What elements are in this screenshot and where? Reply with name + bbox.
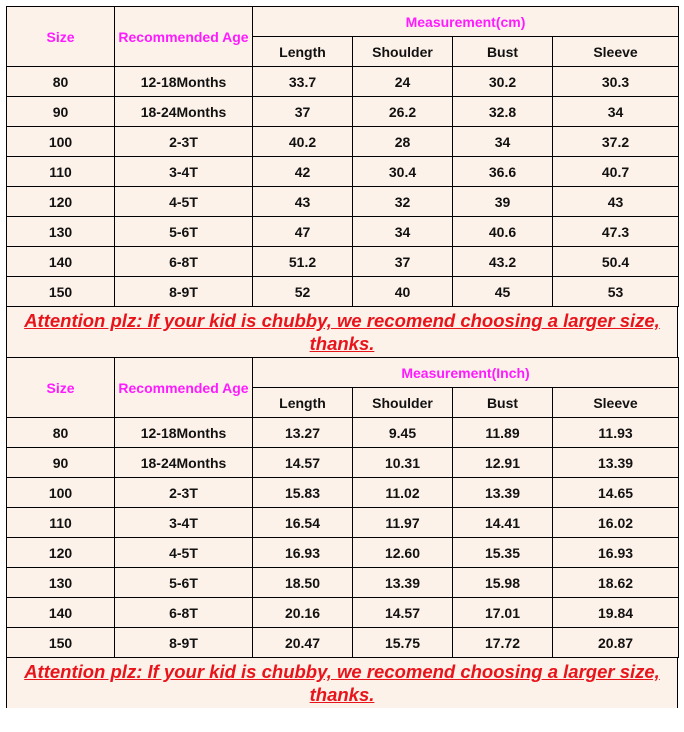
table-header-row [7,7,679,37]
sleeve-cell: 13.39 [553,448,679,478]
sleeve-cell: 11.93 [553,418,679,448]
table-row [7,598,679,628]
bust-cell: 11.89 [453,418,553,448]
size-cell: 130 [7,217,115,247]
shoulder-cell: 28 [353,127,453,157]
age-cell: 18-24Months [115,97,253,127]
bust-header: Bust [453,37,553,67]
bust-cell: 17.72 [453,628,553,658]
size-cell: 150 [7,628,115,658]
bust-cell: 32.8 [453,97,553,127]
sleeve-cell: 50.4 [553,247,679,277]
length-cell: 37 [253,97,353,127]
bust-header: Bust [453,388,553,418]
size-header: Size [7,7,115,67]
length-header: Length [253,388,353,418]
length-cell: 33.7 [253,67,353,97]
measurement-header: Measurement(Inch) [253,358,679,388]
shoulder-cell: 40 [353,277,453,307]
size-cell: 150 [7,277,115,307]
length-cell: 52 [253,277,353,307]
sleeve-cell: 19.84 [553,598,679,628]
size-cell: 100 [7,478,115,508]
size-cell: 80 [7,418,115,448]
length-cell: 47 [253,217,353,247]
bust-cell: 30.2 [453,67,553,97]
age-cell: 8-9T [115,277,253,307]
sleeve-cell: 30.3 [553,67,679,97]
bust-cell: 36.6 [453,157,553,187]
length-cell: 20.47 [253,628,353,658]
bust-cell: 13.39 [453,478,553,508]
sleeve-header: Sleeve [553,37,679,67]
age-cell: 12-18Months [115,67,253,97]
age-cell: 2-3T [115,127,253,157]
bust-cell: 17.01 [453,598,553,628]
table-row [7,478,679,508]
table-row [7,538,679,568]
length-header: Length [253,37,353,67]
size-table-cm [6,6,679,307]
shoulder-cell: 32 [353,187,453,217]
table-row [7,247,679,277]
age-cell: 12-18Months [115,418,253,448]
size-cell: 110 [7,508,115,538]
sleeve-cell: 16.02 [553,508,679,538]
length-cell: 18.50 [253,568,353,598]
length-cell: 51.2 [253,247,353,277]
shoulder-cell: 24 [353,67,453,97]
sleeve-cell: 20.87 [553,628,679,658]
length-cell: 20.16 [253,598,353,628]
chubby-kid-notice: Attention plz: If your kid is chubby, we recomend choosing a larger size, thanks. [6,307,678,357]
table-header-row [7,358,679,388]
shoulder-header: Shoulder [353,37,453,67]
table-row [7,67,679,97]
bust-cell: 40.6 [453,217,553,247]
size-cell: 90 [7,97,115,127]
shoulder-cell: 12.60 [353,538,453,568]
bust-cell: 45 [453,277,553,307]
sleeve-cell: 40.7 [553,157,679,187]
age-cell: 5-6T [115,568,253,598]
sleeve-cell: 16.93 [553,538,679,568]
shoulder-cell: 14.57 [353,598,453,628]
shoulder-cell: 11.97 [353,508,453,538]
table-row [7,568,679,598]
length-cell: 42 [253,157,353,187]
age-cell: 5-6T [115,217,253,247]
length-cell: 15.83 [253,478,353,508]
shoulder-cell: 26.2 [353,97,453,127]
bust-cell: 34 [453,127,553,157]
shoulder-cell: 13.39 [353,568,453,598]
size-chart-sheet [6,6,678,708]
shoulder-cell: 11.02 [353,478,453,508]
sleeve-cell: 18.62 [553,568,679,598]
length-cell: 13.27 [253,418,353,448]
size-cell: 110 [7,157,115,187]
size-cell: 140 [7,247,115,277]
size-cell: 80 [7,67,115,97]
sleeve-cell: 43 [553,187,679,217]
age-header: Recommended Age [115,358,253,418]
bust-cell: 14.41 [453,508,553,538]
table-row [7,187,679,217]
table-row [7,448,679,478]
sleeve-cell: 14.65 [553,478,679,508]
table-body-cm [7,67,679,307]
shoulder-cell: 10.31 [353,448,453,478]
size-cell: 100 [7,127,115,157]
shoulder-cell: 9.45 [353,418,453,448]
age-cell: 4-5T [115,187,253,217]
age-cell: 6-8T [115,598,253,628]
bust-cell: 12.91 [453,448,553,478]
shoulder-cell: 30.4 [353,157,453,187]
shoulder-cell: 15.75 [353,628,453,658]
size-table-inch [6,357,679,658]
size-cell: 130 [7,568,115,598]
bust-cell: 43.2 [453,247,553,277]
sleeve-header: Sleeve [553,388,679,418]
table-row [7,127,679,157]
bust-cell: 39 [453,187,553,217]
size-cell: 120 [7,187,115,217]
chubby-kid-notice: Attention plz: If your kid is chubby, we recomend choosing a larger size, thanks. [6,658,678,708]
table-row [7,277,679,307]
table-row [7,508,679,538]
sleeve-cell: 47.3 [553,217,679,247]
table-row [7,97,679,127]
bust-cell: 15.98 [453,568,553,598]
age-header: Recommended Age [115,7,253,67]
table-row [7,217,679,247]
sleeve-cell: 53 [553,277,679,307]
age-cell: 6-8T [115,247,253,277]
age-cell: 2-3T [115,478,253,508]
size-header: Size [7,358,115,418]
sleeve-cell: 34 [553,97,679,127]
age-cell: 4-5T [115,538,253,568]
age-cell: 8-9T [115,628,253,658]
age-cell: 3-4T [115,508,253,538]
length-cell: 16.93 [253,538,353,568]
length-cell: 14.57 [253,448,353,478]
table-body-inch [7,418,679,658]
shoulder-cell: 34 [353,217,453,247]
age-cell: 18-24Months [115,448,253,478]
size-cell: 140 [7,598,115,628]
sleeve-cell: 37.2 [553,127,679,157]
table-row [7,628,679,658]
table-row [7,157,679,187]
size-cell: 120 [7,538,115,568]
shoulder-header: Shoulder [353,388,453,418]
bust-cell: 15.35 [453,538,553,568]
shoulder-cell: 37 [353,247,453,277]
table-row [7,418,679,448]
length-cell: 40.2 [253,127,353,157]
age-cell: 3-4T [115,157,253,187]
measurement-header: Measurement(cm) [253,7,679,37]
length-cell: 16.54 [253,508,353,538]
size-cell: 90 [7,448,115,478]
length-cell: 43 [253,187,353,217]
